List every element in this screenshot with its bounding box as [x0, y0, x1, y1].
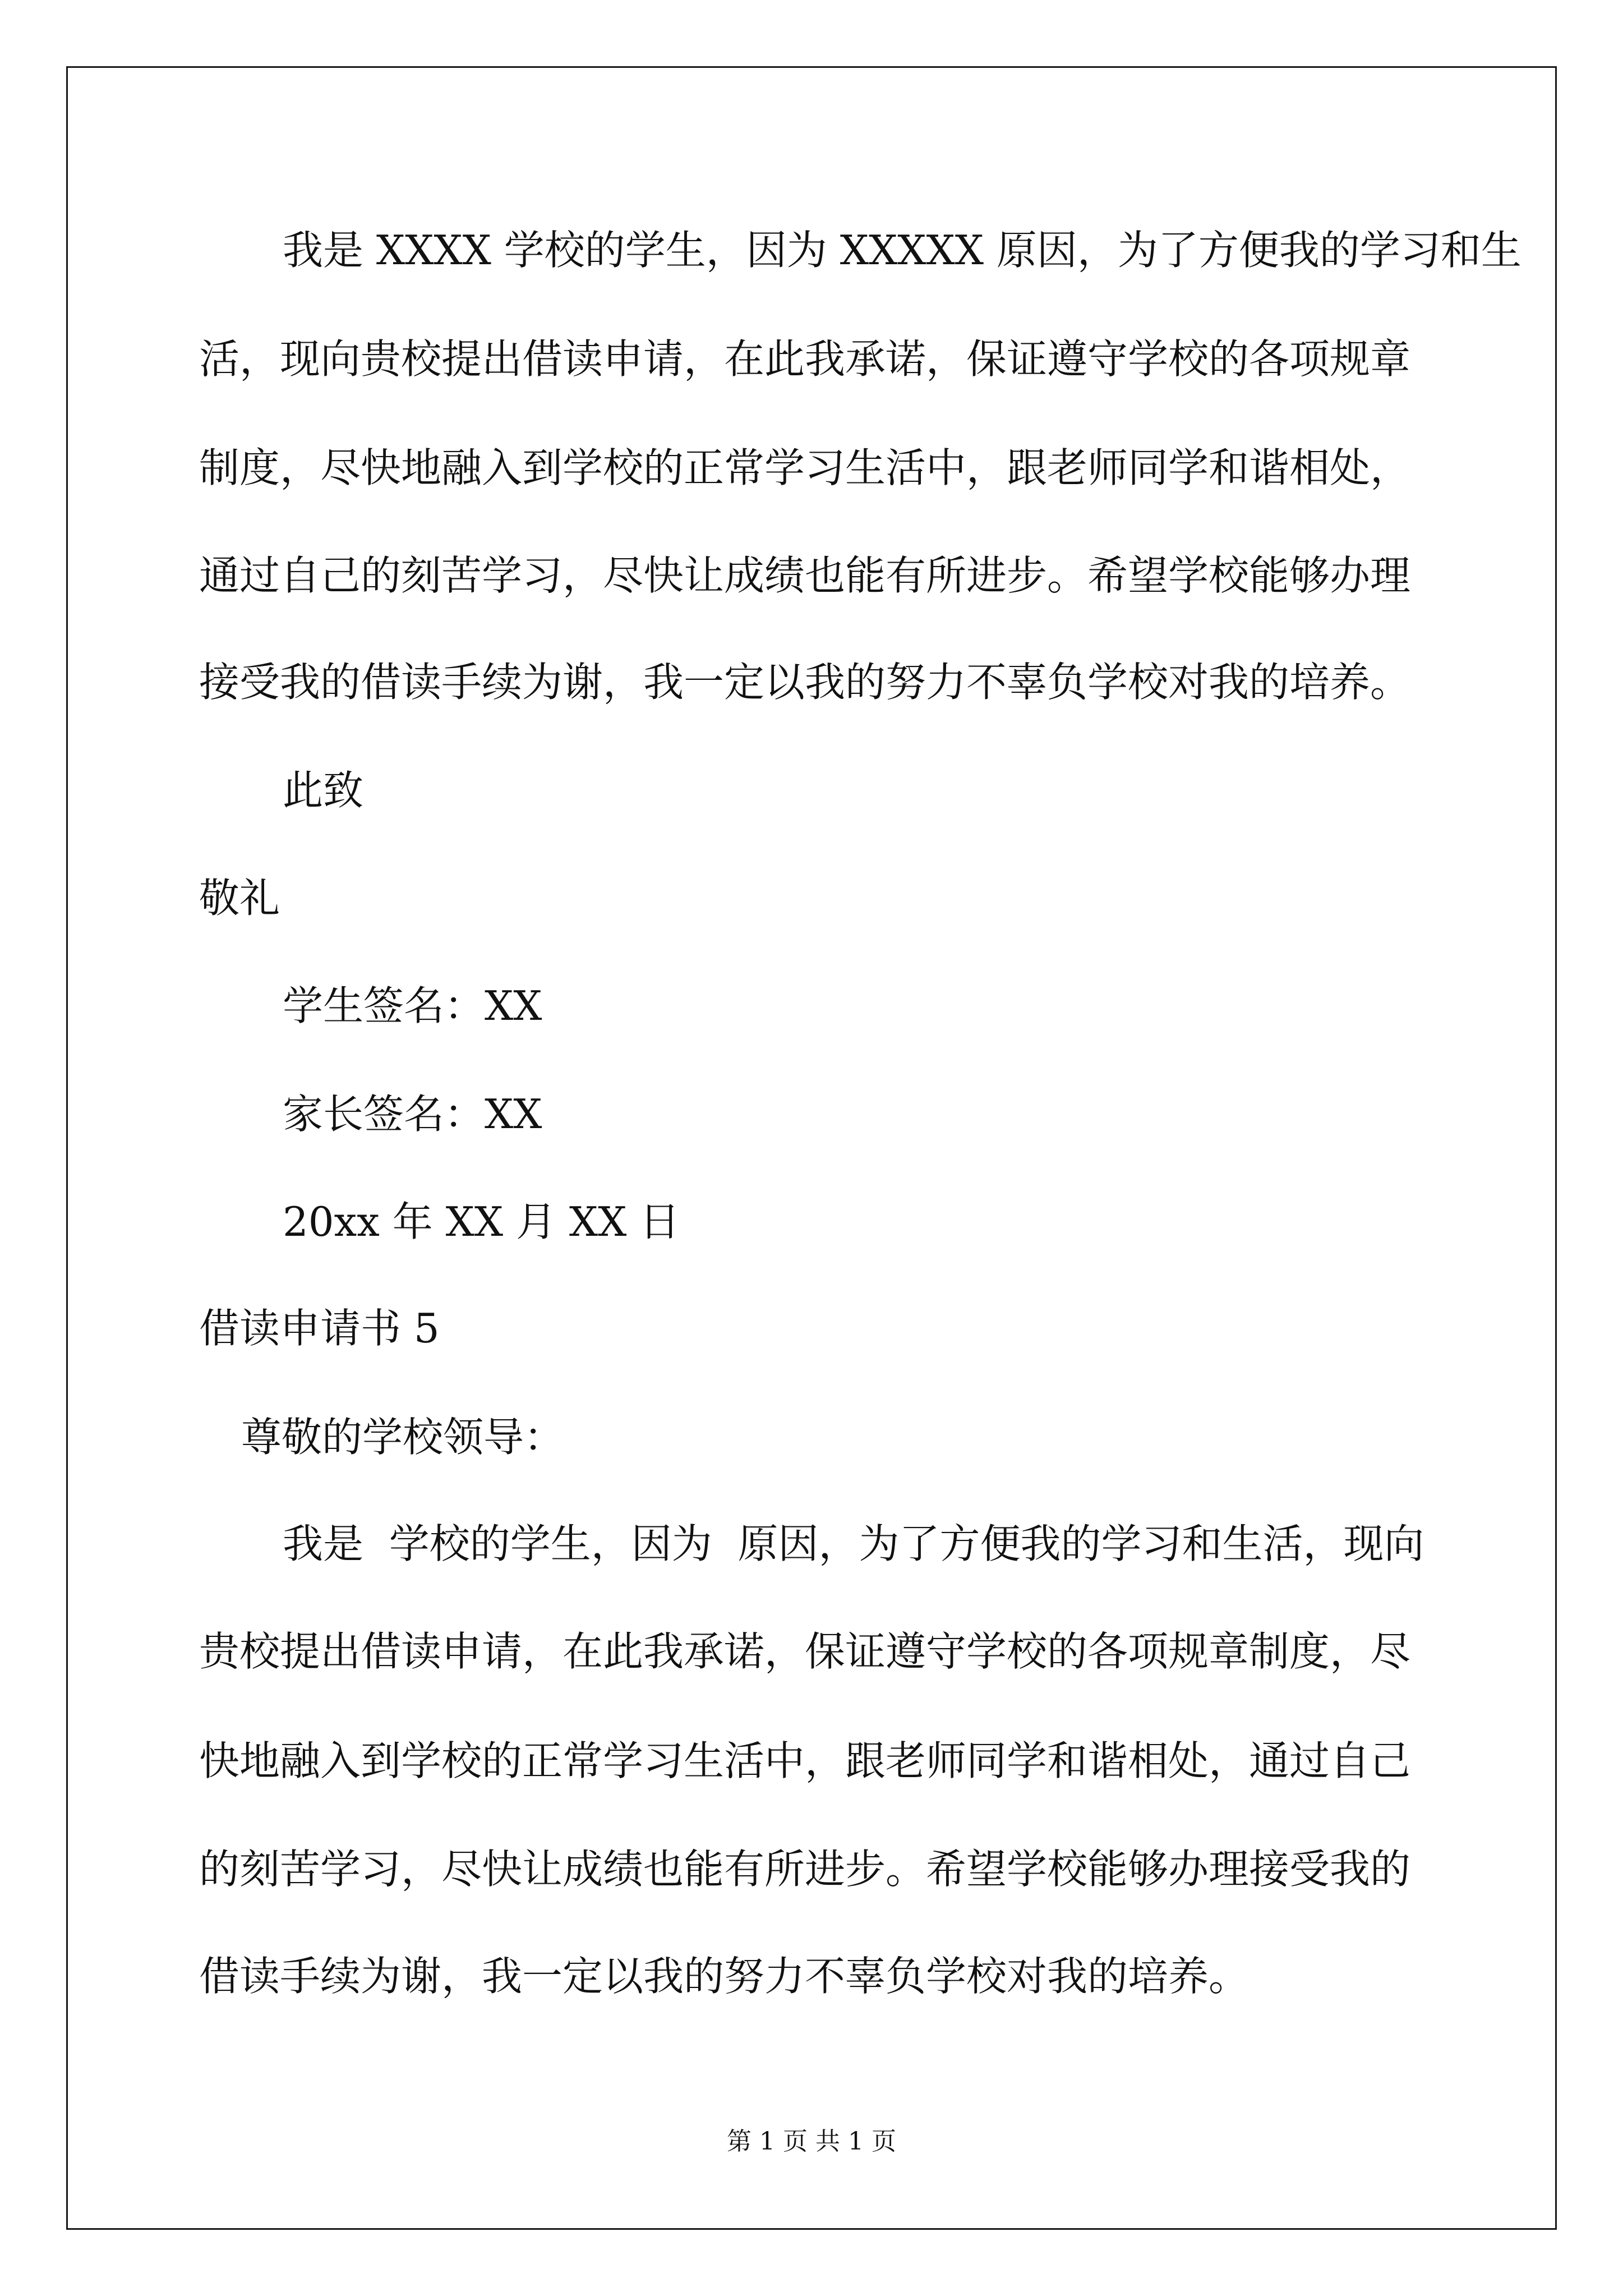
letter1-body-line-5: 接受我的借读手续为谢，我一定以我的努力不辜负学校对我的培养。 — [199, 659, 1411, 706]
letter1-body-line-1: 我是 XXXX 学校的学生，因为 XXXXX 原因，为了方便我的学习和生 — [283, 227, 1521, 274]
letter2-body-line-5: 借读手续为谢，我一定以我的努力不辜负学校对我的培养。 — [199, 1953, 1249, 2000]
letter2-body-line-2: 贵校提出借读申请，在此我承诺，保证遵守学校的各项规章制度，尽 — [199, 1628, 1411, 1675]
letter1-body-line-2: 活，现向贵校提出借读申请，在此我承诺，保证遵守学校的各项规章 — [199, 335, 1411, 383]
parent-signature: 家长签名：XX — [283, 1091, 542, 1138]
letter1-body-line-4: 通过自己的刻苦学习，尽快让成绩也能有所进步。希望学校能够办理 — [199, 552, 1411, 599]
letter2-salutation: 尊敬的学校领导： — [241, 1414, 565, 1461]
letter1-closing-2: 敬礼 — [199, 875, 280, 922]
letter2-title: 借读申请书 5 — [199, 1305, 440, 1352]
letter1-date: 20xx 年 XX 月 XX 日 — [283, 1198, 680, 1245]
letter2-body-line-4: 的刻苦学习，尽快让成绩也能有所进步。希望学校能够办理接受我的 — [199, 1846, 1411, 1893]
page-indicator: 第 1 页 共 1 页 — [727, 2127, 896, 2156]
student-signature: 学生签名：XX — [283, 982, 542, 1029]
letter1-body-line-3: 制度，尽快地融入到学校的正常学习生活中，跟老师同学和谐相处， — [199, 444, 1411, 491]
letter2-body-line-3: 快地融入到学校的正常学习生活中，跟老师同学和谐相处，通过自己 — [199, 1737, 1411, 1784]
page-border — [66, 66, 1557, 2230]
letter1-closing-1: 此致 — [283, 767, 364, 814]
letter2-body-line-1: 我是 学校的学生，因为 原因，为了方便我的学习和生活，现向 — [283, 1520, 1424, 1567]
